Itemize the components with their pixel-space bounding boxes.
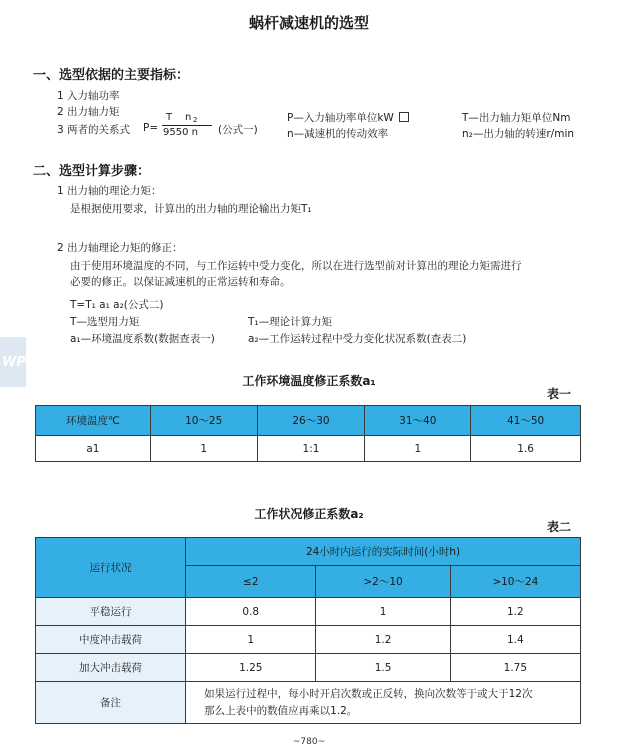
table1-cell: 1 xyxy=(150,436,257,462)
table2-subheader: ≤2 xyxy=(186,566,316,598)
table2-cell: 1.75 xyxy=(450,654,580,682)
s2-step1-body: 是根据使用要求，计算出的出力轴的理论输出力矩T₁ xyxy=(70,203,312,215)
table2-title: 工作状况修正系数a₂ xyxy=(254,507,364,521)
table2-cell: 1 xyxy=(186,626,316,654)
table2-cell: 0.8 xyxy=(186,598,316,626)
def-a2: a₂—工作运转过程中受力变化状况系数(查表二) xyxy=(248,333,467,345)
table2-cell: 1 xyxy=(316,598,450,626)
table2-cell: 1.2 xyxy=(450,598,580,626)
table1-header: 10～25 xyxy=(150,406,257,436)
table2-note-line: 那么上表中的数值应再乘以1.2。 xyxy=(204,704,358,717)
checkbox-icon xyxy=(399,112,409,122)
table1-tag: 表一 xyxy=(547,387,572,401)
table2-note-label: 备注 xyxy=(36,682,186,724)
formula1-num-T: T xyxy=(166,112,173,123)
table2-cell: 1.2 xyxy=(316,626,450,654)
page-title: 蜗杆减速机的选型 xyxy=(248,14,369,32)
table1-header: 31～40 xyxy=(365,406,471,436)
table2-cell: 1.4 xyxy=(450,626,580,654)
formula1-tag: (公式一) xyxy=(218,124,258,136)
s1-item3: 3 两者的关系式 xyxy=(57,124,131,136)
table2 xyxy=(35,537,581,724)
formula1-num-sub: 2 xyxy=(193,116,198,124)
table1-header: 环境温度℃ xyxy=(36,406,151,436)
table1-header: 26～30 xyxy=(257,406,365,436)
table2-subheader: >2～10 xyxy=(316,566,450,598)
def-T-select: T—选型用力矩 xyxy=(70,316,140,328)
s2-step1-title: 1 出力轴的理论力矩： xyxy=(57,185,162,197)
def-n2: n₂—出力轴的转速r/min xyxy=(462,128,575,140)
table2-cell: 1.25 xyxy=(186,654,316,682)
table2-corner: 运行状况 xyxy=(36,538,186,598)
table1-cell: 1 xyxy=(365,436,471,462)
table1-cell: 1:1 xyxy=(257,436,365,462)
s1-item1: 1 入力轴功率 xyxy=(57,90,120,102)
formula1-fraction-bar xyxy=(162,125,212,126)
def-a1: a₁—环境温度系数(数据查表一) xyxy=(70,333,215,345)
formula2: T=T₁ a₁ a₂(公式二) xyxy=(70,299,164,311)
table2-cell: 1.5 xyxy=(316,654,450,682)
table2-row-label: 中度冲击载荷 xyxy=(36,626,186,654)
s2-step2-title: 2 出力轴理论力矩的修正： xyxy=(57,242,183,254)
def-T: T—出力轴力矩单位Nm xyxy=(462,112,571,124)
table1 xyxy=(35,405,581,462)
def-P: P—入力轴功率单位kW xyxy=(287,110,409,125)
s1-item2: 2 出力轴力矩 xyxy=(57,106,120,118)
table1-cell: a1 xyxy=(36,436,151,462)
section1-heading: 一、选型依据的主要指标： xyxy=(33,68,190,83)
table2-tag: 表二 xyxy=(547,520,572,534)
def-n: n—减速机的传动效率 xyxy=(287,128,389,140)
table2-note-line: 如果运行过程中，每小时开启次数或正反转，换向次数等于或大于12次 xyxy=(204,687,533,700)
table1-title: 工作环境温度修正系数a₁ xyxy=(242,374,376,388)
section2-heading: 二、选型计算步骤： xyxy=(33,164,151,179)
table2-span-header: 24小时内运行的实际时间(小时h) xyxy=(186,538,581,566)
def-T1: T₁—理论计算力矩 xyxy=(248,316,333,328)
page-number: ~780~ xyxy=(292,737,326,747)
formula1-lhs: P= xyxy=(143,122,159,134)
table2-row-label: 平稳运行 xyxy=(36,598,186,626)
formula1-num-n: n xyxy=(185,112,192,123)
s2-step2-body2: 必要的修正。以保证减速机的正常运转和寿命。 xyxy=(70,276,291,288)
formula1-den: 9550 n xyxy=(163,127,198,138)
table1-cell: 1.6 xyxy=(471,436,581,462)
table2-row-label: 加大冲击载荷 xyxy=(36,654,186,682)
table2-note xyxy=(186,682,581,724)
side-tab: WP xyxy=(0,337,26,387)
s2-step2-body1: 由于使用环境温度的不同，与工作运转中受力变化，所以在进行选型前对计算出的理论力矩需进行 xyxy=(70,260,522,272)
table1-header: 41～50 xyxy=(471,406,581,436)
table2-subheader: >10～24 xyxy=(450,566,580,598)
